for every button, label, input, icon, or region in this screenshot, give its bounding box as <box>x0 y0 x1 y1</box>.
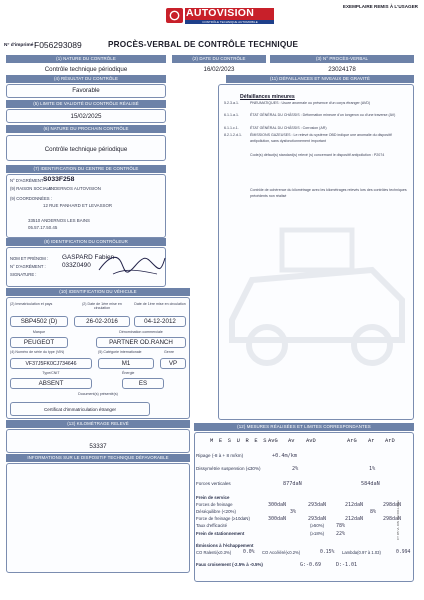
section-km-header: (13) KILOMÉTRAGE RELEVÉ <box>6 420 190 428</box>
categorie-label: (5) Catégorie internationale <box>98 350 142 354</box>
section-defaillances-header: (11) DÉFAILLANCES ET NIVEAUX DE GRAVITÉ <box>226 75 414 83</box>
feux-droit-value: D:-1.01 <box>336 562 358 568</box>
validity-value: 15/02/2025 <box>70 113 102 120</box>
desequilibre-ar: 8% <box>370 509 377 515</box>
forces-freinage-avd: 293daN <box>308 502 327 508</box>
centre-coords-label: (9) COORDONNÉES : <box>10 196 52 201</box>
dissymetrie-av: 2% <box>292 466 299 472</box>
categorie-value: M1 <box>98 358 154 369</box>
vin-value: VF37J5FK0CJ734646 <box>10 358 92 369</box>
defaillance-note: Contrôle de cohérence du kilométrage avec les kilométrages relevés lors des contrôles techniques précédents non réalisé <box>250 188 407 198</box>
dispositif-box <box>6 463 190 573</box>
date2-label: Date de 1ère mise en circulation <box>134 302 186 306</box>
forces-verticales-label: Forces verticales <box>196 481 231 486</box>
force-freinage-arg: 212daN <box>345 516 364 522</box>
mesures-col-header: Av <box>288 438 295 444</box>
desequilibre-av: 3% <box>290 509 297 515</box>
lambda-label: Lambda(0.97 à 1.03) <box>342 550 381 555</box>
co-ralenti-label: CO Ralenti(≤0.3%) <box>196 550 232 555</box>
centre-agrement-value: S033F258 <box>43 176 75 183</box>
footer-code: CT R5 VL DIN 706 0011-0001 <box>396 500 400 540</box>
forces-freinage-ard: 298daN <box>383 502 402 508</box>
section-result-header: (4) RÉSULTAT DU CONTRÔLE <box>6 75 166 83</box>
defaillance-text-2: ÉTAT GÉNÉRAL DU CHÂSSIS : Déformation mineure d'un longeron ou d'une traverse (AV) <box>250 113 396 117</box>
section-mesures-header: (12) MESURES RÉALISÉES ET LIMITES CORRESPONDANTES <box>194 423 414 431</box>
brand-logo <box>164 6 276 26</box>
feux-label: Faux croisement (-2.5% à -0.5%) <box>196 562 263 567</box>
result-value: Favorable <box>72 87 100 94</box>
lambda-value: 0.994 <box>396 550 411 555</box>
date1-value: 26-02-2016 <box>74 316 130 327</box>
section-controleur-header: (8) IDENTIFICATION DU CONTRÔLEUR <box>6 238 166 246</box>
defaillance-code-1: 5.2.3.a.1. <box>224 101 239 105</box>
energie-label: Énergie <box>122 371 135 375</box>
next-nature-value: Contrôle technique périodique <box>44 146 128 153</box>
ripage-value: +0.4m/km <box>272 453 297 459</box>
brand-tagline: CONTRÔLE TECHNIQUE AUTOMOBILE <box>202 20 258 24</box>
control-date-value: 16/02/2023 <box>203 66 235 73</box>
defaillance-code-4: 8.2.1.2.d.1. <box>224 133 242 137</box>
marque-value: PEUGEOT <box>10 337 68 348</box>
controleur-agrement-value: 033Z0490 <box>62 262 91 269</box>
emission-title: Émissions à l'échappement <box>196 543 254 548</box>
section-vehicle-header: (10) IDENTIFICATION DU VÉHICULE <box>6 288 190 296</box>
forces-freinage-avg: 300daN <box>268 502 287 508</box>
immat-label: (2) Immatriculation et pays <box>10 302 53 306</box>
copy-note: EXEMPLAIRE REMIS À L'USAGER <box>342 4 418 9</box>
section-nature-header: (1) NATURE DU CONTRÔLE <box>6 55 166 63</box>
defaillance-text-3: ÉTAT GÉNÉRAL DU CHÂSSIS : Corrosion (AR) <box>250 126 327 130</box>
force-freinage-label: Force de freinage (≥10daN) <box>196 516 250 521</box>
date2-value: 04-12-2012 <box>134 316 186 327</box>
co-accel-value: 0.15% <box>320 550 335 555</box>
parking-value: 22% <box>336 531 346 537</box>
force-freinage-avg: 300daN <box>268 516 287 522</box>
centre-raison-value: ANDERNOS AUTOVISION <box>48 186 101 191</box>
control-nature-value: Contrôle technique périodique <box>44 66 128 73</box>
centre-phone: 05.57.17.50.45 <box>28 225 58 230</box>
defaillances-title: Défaillances mineures <box>240 94 295 100</box>
frein-title: Frein de service <box>196 495 230 500</box>
dissymetrie-ar: 1% <box>369 466 376 472</box>
document-title: PROCÈS-VERBAL DE CONTRÔLE TECHNIQUE <box>108 40 299 49</box>
section-next-header: (6) NATURE DU PROCHAIN CONTRÔLE <box>6 125 166 133</box>
modele-value: PARTNER OD.RANCH <box>96 337 186 348</box>
forces-verticales-av: 877daN <box>283 481 302 487</box>
centre-address2: 33510 ANDERNOS LES BAINS <box>28 218 90 223</box>
controleur-signature-label: SIGNATURE : <box>10 272 37 277</box>
controleur-name-label: NOM ET PRÉNOM : <box>10 256 49 261</box>
force-freinage-ard: 298daN <box>383 516 402 522</box>
mesures-title: M E S U R E S <box>210 438 268 444</box>
genre-label: Genre <box>164 350 174 354</box>
efficacite-label: Taux d'efficacité <box>196 523 228 528</box>
force-freinage-avd: 293daN <box>308 516 327 522</box>
defaillance-text-5: Code(s) défaut(s) standard(s) relevé (s) concernant le dispositif antipollution : P2074 <box>250 153 385 157</box>
desequilibre-label: Déséquilibre (<20%) <box>196 509 236 514</box>
co-ralenti-value: 0.0% <box>243 550 255 555</box>
mesures-col-header: Ar <box>368 438 375 444</box>
defaillance-text-1: PNEUMATIQUES : Usure anormale ou présence d'un corps étranger (AVD) <box>250 101 371 105</box>
ripage-label: Ripage (-8 à + 8 m/km) <box>196 453 244 458</box>
centre-agrement-label: N° D'AGRÉMENT : <box>10 178 46 183</box>
controleur-signature <box>95 248 167 284</box>
print-number-label: N° d'imprimé : <box>4 43 37 48</box>
efficacite-limit: (≥50%) <box>310 523 325 528</box>
mesures-col-header: AvD <box>306 438 316 444</box>
controleur-agrement-label: N° D'AGRÉMENT : <box>10 264 46 269</box>
mesures-col-header: AvG <box>268 438 278 444</box>
date1-label: (2) Date de 1ère mise en circulation <box>82 302 122 310</box>
section-date-header: (2) DATE DU CONTRÔLE <box>172 55 266 63</box>
docs-value: Certificat d'immatriculation étranger <box>10 402 150 416</box>
energie-value: ES <box>122 378 164 389</box>
defaillance-code-3: 6.1.1.c.1. <box>224 126 239 130</box>
forces-freinage-arg: 212daN <box>345 502 364 508</box>
dissymetrie-label: Dissymétrie suspension (≤30%) <box>196 466 261 471</box>
forces-freinage-label: Forces de freinage <box>196 502 233 507</box>
type-label: Type/CNIT <box>42 371 60 375</box>
controleur-name-value: GASPARD Fabien <box>62 254 115 261</box>
km-value: 53337 <box>89 443 107 450</box>
parking-limit: (≥18%) <box>310 531 325 536</box>
vin-label: (4) Numéro de série du type (VIN) <box>10 350 65 354</box>
print-number: F056293089 <box>34 40 82 50</box>
feux-gauche-value: G:-0.69 <box>300 562 322 568</box>
forces-verticales-ar: 584daN <box>361 481 380 487</box>
section-pv-header: (3) N° PROCÈS-VERBAL <box>270 55 414 63</box>
mesures-col-header: ArG <box>347 438 357 444</box>
parking-label: Frein de stationnement <box>196 531 245 536</box>
pv-number-value: 23024178 <box>328 66 356 73</box>
modele-label: Dénomination commerciale <box>119 330 163 334</box>
section-centre-header: (7) IDENTIFICATION DU CENTRE DE CONTRÔLE <box>6 165 166 173</box>
centre-raison-label: (9) RAISON SOCIALE : <box>10 186 54 191</box>
section-validity-header: (5) LIMITE DE VALIDITÉ DU CONTRÔLE RÉALISÉ <box>6 100 166 108</box>
immat-value: SBP4502 (D) <box>10 316 68 327</box>
marque-label: Marque <box>32 330 46 334</box>
mesures-col-header: ArD <box>385 438 395 444</box>
defaillance-text-4: ÉMISSIONS GAZEUSES : Le relevé du système OBD indique une anomalie du dispositif antipollution, sans dysfonctionnement important <box>250 133 392 143</box>
efficacite-value: 78% <box>336 523 346 529</box>
brand-name: AUTOVISION <box>186 7 255 19</box>
genre-value: VP <box>160 358 186 369</box>
section-dispositif-header: INFORMATIONS SUR LE DISPOSITIF TECHNIQUE DÉFAVORABLE <box>6 454 190 462</box>
docs-label: Document(s) présenté(s) <box>78 392 118 396</box>
type-value: ABSENT <box>10 378 92 389</box>
co-accel-label: CO Accéléré(≤0.2%) <box>262 550 301 555</box>
car-watermark <box>222 220 412 370</box>
centre-address1: 12 RUE PANHARD ET LEVASSOR <box>43 203 113 208</box>
defaillance-code-2: 6.1.1.a.1. <box>224 113 239 117</box>
